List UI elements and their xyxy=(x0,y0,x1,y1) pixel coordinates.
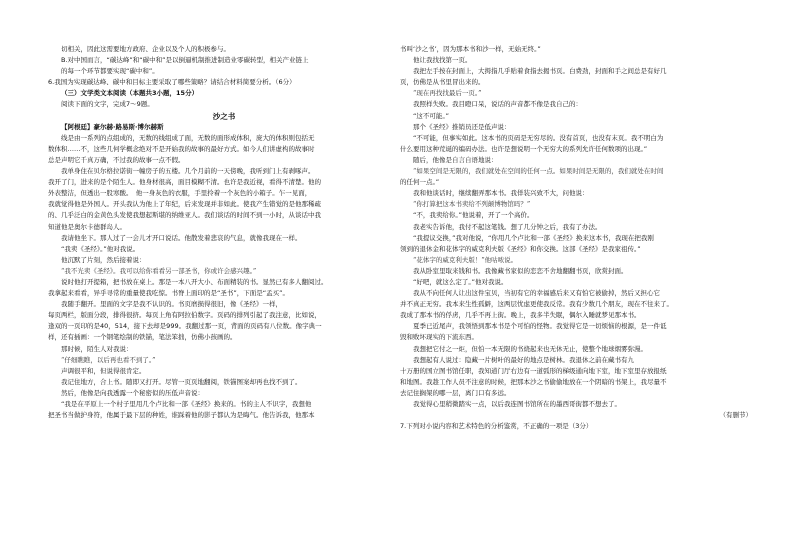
text-line: 把圣书当做护身符，他属于最下层的种姓，谁踩着他的影子都认为是晦气。他告诉我，他那本 xyxy=(48,411,315,420)
text-line: “好吧，就这么定了。”他对我说。 xyxy=(413,277,508,286)
text-line: “花体字的威克利夫版！”他咕哝说。 xyxy=(413,255,518,264)
left-column xyxy=(48,44,400,421)
text-line: 并不真正无穷。我本来生性孤僻，这两层忧虑更使我反常。我有少数几个朋友，现在不往来了。 xyxy=(400,300,673,309)
text-line: 随后，他像是自言自语地说： xyxy=(413,155,498,164)
text-line: 说时他打开提箱，把书放在桌上。那是一本八开大小、布面精装的书。显然已有多人翻阅过。 xyxy=(61,277,328,286)
text-line: 然后，他像是向我透露一个秘密似的压低声音说： xyxy=(61,388,204,397)
text-line: “现在再找找最后一页。” xyxy=(413,89,482,98)
text-line: 总是声明它千真万确，不过我的故事一点不假。 xyxy=(48,155,185,164)
text-line: 我把左手按在封面上，大拇指几乎贴着食指去揭书页。白费劲，封面和手之间总是有好几 xyxy=(413,67,667,76)
text-line: 领到的退休金和花体字的威克利夫版《圣经》和你交换。这部《圣经》是我家祖传。” xyxy=(400,244,641,253)
text-line: 夏季已近尾声，我领悟到那本书是个可怕的怪物。我觉得它是一切烦恼的根源，是一件诋 xyxy=(413,322,667,331)
right-column xyxy=(400,44,752,432)
text-line: 我从卧室里取来钱和书。我像藏书家似的恋恋不舍地翻翻书页，欣赏封面。 xyxy=(413,266,628,275)
text-line: 我就觉得他是外国人。开头我认为他上了年纪，后来发现并非如此。使我产生错觉的是他那稀疏 xyxy=(48,200,321,209)
text-line: 什么要用这种荒诞的编码办法。也许是想说明一个无穷大的系列允许任何数项的出现。” xyxy=(400,144,648,153)
text-line: 去记住搁架的哪一层，离门口有多远。 xyxy=(400,388,511,397)
text-line: 我随手翻开。里面的文字是我不认识的。书页磨损得很旧，像《圣经》一样， xyxy=(61,300,282,309)
text-line: “这不可能。” xyxy=(413,111,449,120)
text-line: 知道他是奥尔卡德群岛人。 xyxy=(48,222,126,231)
text-line: 书叫‘沙之书’，因为那本书和沙一样，无始无终。” xyxy=(400,45,541,53)
text-line: 逢双的一页印的是40，514，接下去却是999。我翻过那一页，背面的页码有八位数。像字典一 xyxy=(48,322,322,331)
question-6: 6.我国为实现碳达峰、碳中和目标主要采取了哪些策略？请结合材料简要分析。（6分） xyxy=(48,78,296,87)
text-line: 我觉得心里稍微踏实一点，以后我连图书馆所在的墨西哥街都不想去了。 xyxy=(413,400,621,408)
text-line: 我从不向任何人让出这件宝贝，当初有它的幸福感后来又有怕它被偷掉，然后又担心它 xyxy=(413,289,660,298)
text-line: “不，我卖给你。”他说着，开了一个高价。 xyxy=(413,211,534,220)
text-line: “不可能，但事实如此。这本书的页码是无穷尽的。没有首页，也没有末页。我不明白为 xyxy=(413,133,664,142)
text-line: “我是在平原上一个村子里用几个卢比和一部《圣经》换来的。书的主人不识字，我想他 xyxy=(61,400,312,408)
text-line: 我开了门，进来的是个陌生人。他身材很高，面目模糊不清。也许是我近视，看得不清楚。他的 xyxy=(48,178,321,187)
text-line: “如果空间是无限的，我们就处在空间的任何一点。如果时间是无限的，我们就处在时间 xyxy=(413,167,664,176)
text-line: 线是由一系列的点组成的，无数的线组成了面，无数的面形成体积，庞大的体积则包括无 xyxy=(61,133,315,142)
text-line: 的、几乎泛白的金黄色头发使我想起斯堪的纳维亚人。我们谈话的时间不到一小时，从谈话中我 xyxy=(48,211,321,220)
text-line: 页，仿佛是从书里冒出来的。 xyxy=(400,78,485,87)
text-line: 十万册的国立图书馆任职，我知道门厅右边有一道弧形的梯级通向地下室，地下室里存放报纸 xyxy=(400,366,667,375)
text-line: 每页两栏，版面分段，排得很挤。每页上角有阿拉伯数字。页码的排列引起了我注意，比如说， xyxy=(48,311,321,320)
text-line: 他让我找找第一页。 xyxy=(413,56,472,65)
text-line: 我和他谈话时，继续翻弄那本书。我佯装兴致不大，问他说： xyxy=(413,189,589,198)
text-line: 我拿起来看看，异乎寻常的重量使我吃惊。书脊上面印的是“圣书”，下面是“孟买”。 xyxy=(48,289,289,298)
text-line: 声调很平和，但说得很肯定。 xyxy=(61,366,146,375)
text-line: 我照样失败。我目瞪口呆，说话的声音都不像是我自己的： xyxy=(413,100,582,109)
text-line: 我记住地方，合上书。随即又打开。尽管一页页地翻阅，铁锚图案却再也找不到了。 xyxy=(61,377,302,386)
text-line: 的任何一点。” xyxy=(400,178,440,187)
text-line: 我老实告诉他，我付不起这笔钱。想了几分钟之后，我有了办法。 xyxy=(413,222,602,231)
text-line: 那个《圣经》推销员还是低声说： xyxy=(413,122,511,131)
text-line: 我单身住在贝尔格拉诺街一幢房子的五楼。几个月前的一天傍晚，我听到门上有剥啄声。 xyxy=(61,167,315,176)
text-line: 我成了那本书的俘虏，几乎不再上街。晚上，我多半失眠，偶尔入睡就梦见那本书。 xyxy=(400,311,641,320)
text-line: 切相关，因此这需要地方政府、企业以及个人的积极参与。 xyxy=(61,45,230,53)
text-line: “我不光卖《圣经》。我可以给你看看另一部圣书，你或许会感兴趣。” xyxy=(61,266,257,275)
story-title: 沙之书 xyxy=(212,111,236,121)
author-line: 【阿根廷】豪尔赫·路易斯·博尔赫斯 xyxy=(61,122,164,131)
abridged-note: （有删节） xyxy=(719,411,752,420)
text-line: 毁和败坏现实的下流东西。 xyxy=(400,333,478,342)
text-line: 那时候，陌生人对我说： xyxy=(61,344,133,353)
text-line: B.对中国而言，“碳达峰”和“碳中和”是以倒逼机制推进制造业零碳转型，相关产业链上 xyxy=(61,56,309,65)
text-line: “仔细瞧瞧，以后再也看不到了。” xyxy=(61,355,156,364)
text-line: “你打算把这本书卖给不列颠博物馆吗？” xyxy=(413,200,531,209)
text-line: “我卖《圣经》。”他对我说。 xyxy=(61,244,140,253)
text-line: 我想把它付之一炬，但怕一本无限的书烧起来也无休无止，使整个地球烟雾弥漫。 xyxy=(413,344,647,353)
question-7: 7.下列对小说内容和艺术特色的分析鉴赏，不正确的一项是（3分） xyxy=(400,422,593,431)
text-line: 我想起有人说过：隐藏一片树叶的最好的地点是树林。我退休之前在藏书有九 xyxy=(413,355,634,364)
text-line: 和地图。我趁工作人员不注意的时候，把那本沙之书偷偷地放在一个阴暗的书架上，我尽量不 xyxy=(400,377,667,386)
section-heading: （三）文学类文本阅读（本题共3小题，15分） xyxy=(61,89,199,98)
text-line: 我请他坐下。那人过了一会儿才开口说话。他散发着悲哀的气息，就像我现在一样。 xyxy=(61,233,302,242)
text-line: 外表整洁，但透出一股寒酸。 他一身灰色的衣服，手里拎着一个灰色的小箱子。乍一见面， xyxy=(48,189,312,198)
text-line: 他沉默了片刻，然后接着说： xyxy=(61,255,146,264)
text-line: “我提议交换，”我对他说，“你用几个卢比和一部《圣经》换来这本书，我现在把我刚 xyxy=(413,233,654,242)
text-line: 数体积……不，这些几何学概念绝对不是开始我的故事的最好方式。如今人们讲虚构的故事时 xyxy=(48,144,315,153)
instruction: 阅读下面的文字，完成7～9题。 xyxy=(61,100,154,109)
text-line: 样，还有插画：一个钢笔绘制的铁锚，笔法笨拙，仿佛小孩画的。 xyxy=(48,333,237,342)
text-line: 的每一个环节都要实现“碳中和”。 xyxy=(61,67,159,76)
